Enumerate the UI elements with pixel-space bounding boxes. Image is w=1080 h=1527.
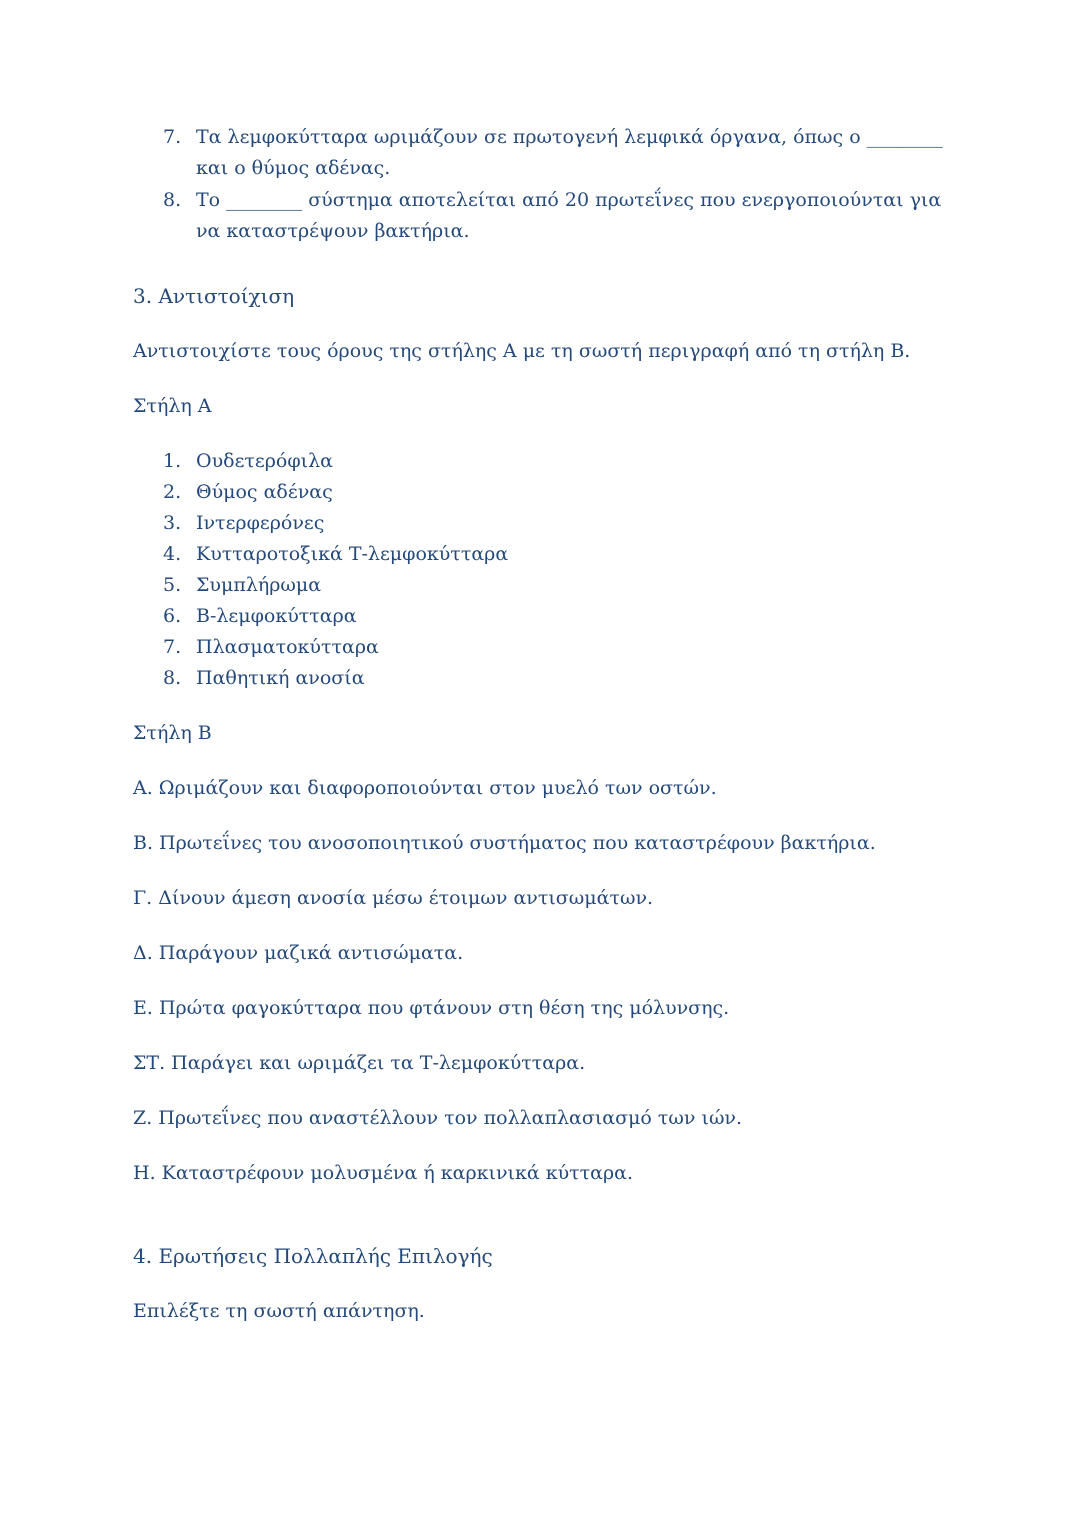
column-a-item-label: Β-λεμφοκύτταρα <box>196 605 357 627</box>
column-a-item <box>133 601 952 632</box>
fill-in-item-7 <box>133 122 952 184</box>
section-heading-matching: 3. Αντιστοίχιση <box>133 284 295 308</box>
list-number: 1. <box>163 450 182 472</box>
column-b-item: ΣΤ. Παράγει και ωριμάζει τα Τ-λεμφοκύτταρα. <box>133 1052 586 1074</box>
column-a-list <box>133 446 952 694</box>
column-b-list <box>133 773 952 1189</box>
column-a-item-label: Συμπλήρωμα <box>196 574 322 596</box>
fill-in-item-8 <box>133 185 952 247</box>
column-a-item <box>133 570 952 601</box>
section-heading-multiple-choice: 4. Ερωτήσεις Πολλαπλής Επιλογής <box>133 1244 493 1268</box>
column-b-item: Δ. Παράγουν μαζικά αντισώματα. <box>133 942 464 964</box>
column-a-item <box>133 632 952 663</box>
column-b-item: Α. Ωριμάζουν και διαφοροποιούνται στον μυελό των οστών. <box>133 777 717 799</box>
column-b-item: Η. Καταστρέφουν μολυσμένα ή καρκινικά κύτταρα. <box>133 1162 634 1184</box>
column-a-item-label: Κυτταροτοξικά Τ-λεμφοκύτταρα <box>196 543 509 565</box>
column-b-item: Ε. Πρώτα φαγοκύτταρα που φτάνουν στη θέση της μόλυνσης. <box>133 997 730 1019</box>
list-number: 8. <box>163 189 182 211</box>
matching-instruction: Αντιστοιχίστε τους όρους της στήλης Α με τη σωστή περιγραφή από τη στήλη Β. <box>133 340 911 362</box>
column-b-item: Ζ. Πρωτεΐνες που αναστέλλουν τον πολλαπλασιασμό των ιών. <box>133 1107 743 1129</box>
list-number: 8. <box>163 667 182 689</box>
column-a-item-label: Ιντερφερόνες <box>196 512 325 534</box>
fill-in-list <box>133 122 952 247</box>
fill-in-text: Το ________ σύστημα αποτελείται από 20 πρωτεΐνες που ενεργοποιούνται για να καταστρέψουν βακτήρια. <box>196 189 942 242</box>
column-a-item <box>133 663 952 694</box>
column-a-title: Στήλη Α <box>133 395 212 417</box>
column-b-item: Γ. Δίνουν άμεση ανοσία μέσω έτοιμων αντισωμάτων. <box>133 887 654 909</box>
list-number: 5. <box>163 574 182 596</box>
column-a-item-label: Παθητική ανοσία <box>196 667 365 689</box>
column-a-item-label: Ουδετερόφιλα <box>196 450 333 472</box>
multiple-choice-instruction: Επιλέξτε τη σωστή απάντηση. <box>133 1300 425 1322</box>
column-a-item <box>133 446 952 477</box>
column-b-item: Β. Πρωτεΐνες του ανοσοποιητικού συστήματος που καταστρέφουν βακτήρια. <box>133 832 876 854</box>
fill-in-text: Τα λεμφοκύτταρα ωριμάζουν σε πρωτογενή λεμφικά όργανα, όπως ο ________ και ο θύμος αδένας. <box>196 126 943 179</box>
list-number: 4. <box>163 543 182 565</box>
list-number: 7. <box>163 126 182 148</box>
list-number: 6. <box>163 605 182 627</box>
list-number: 3. <box>163 512 182 534</box>
column-a-item-label: Πλασματοκύτταρα <box>196 636 379 658</box>
column-a-item-label: Θύμος αδένας <box>196 481 333 503</box>
column-a-item <box>133 477 952 508</box>
column-a-item <box>133 539 952 570</box>
list-number: 7. <box>163 636 182 658</box>
column-b-title: Στήλη Β <box>133 722 212 744</box>
list-number: 2. <box>163 481 182 503</box>
column-a-item <box>133 508 952 539</box>
